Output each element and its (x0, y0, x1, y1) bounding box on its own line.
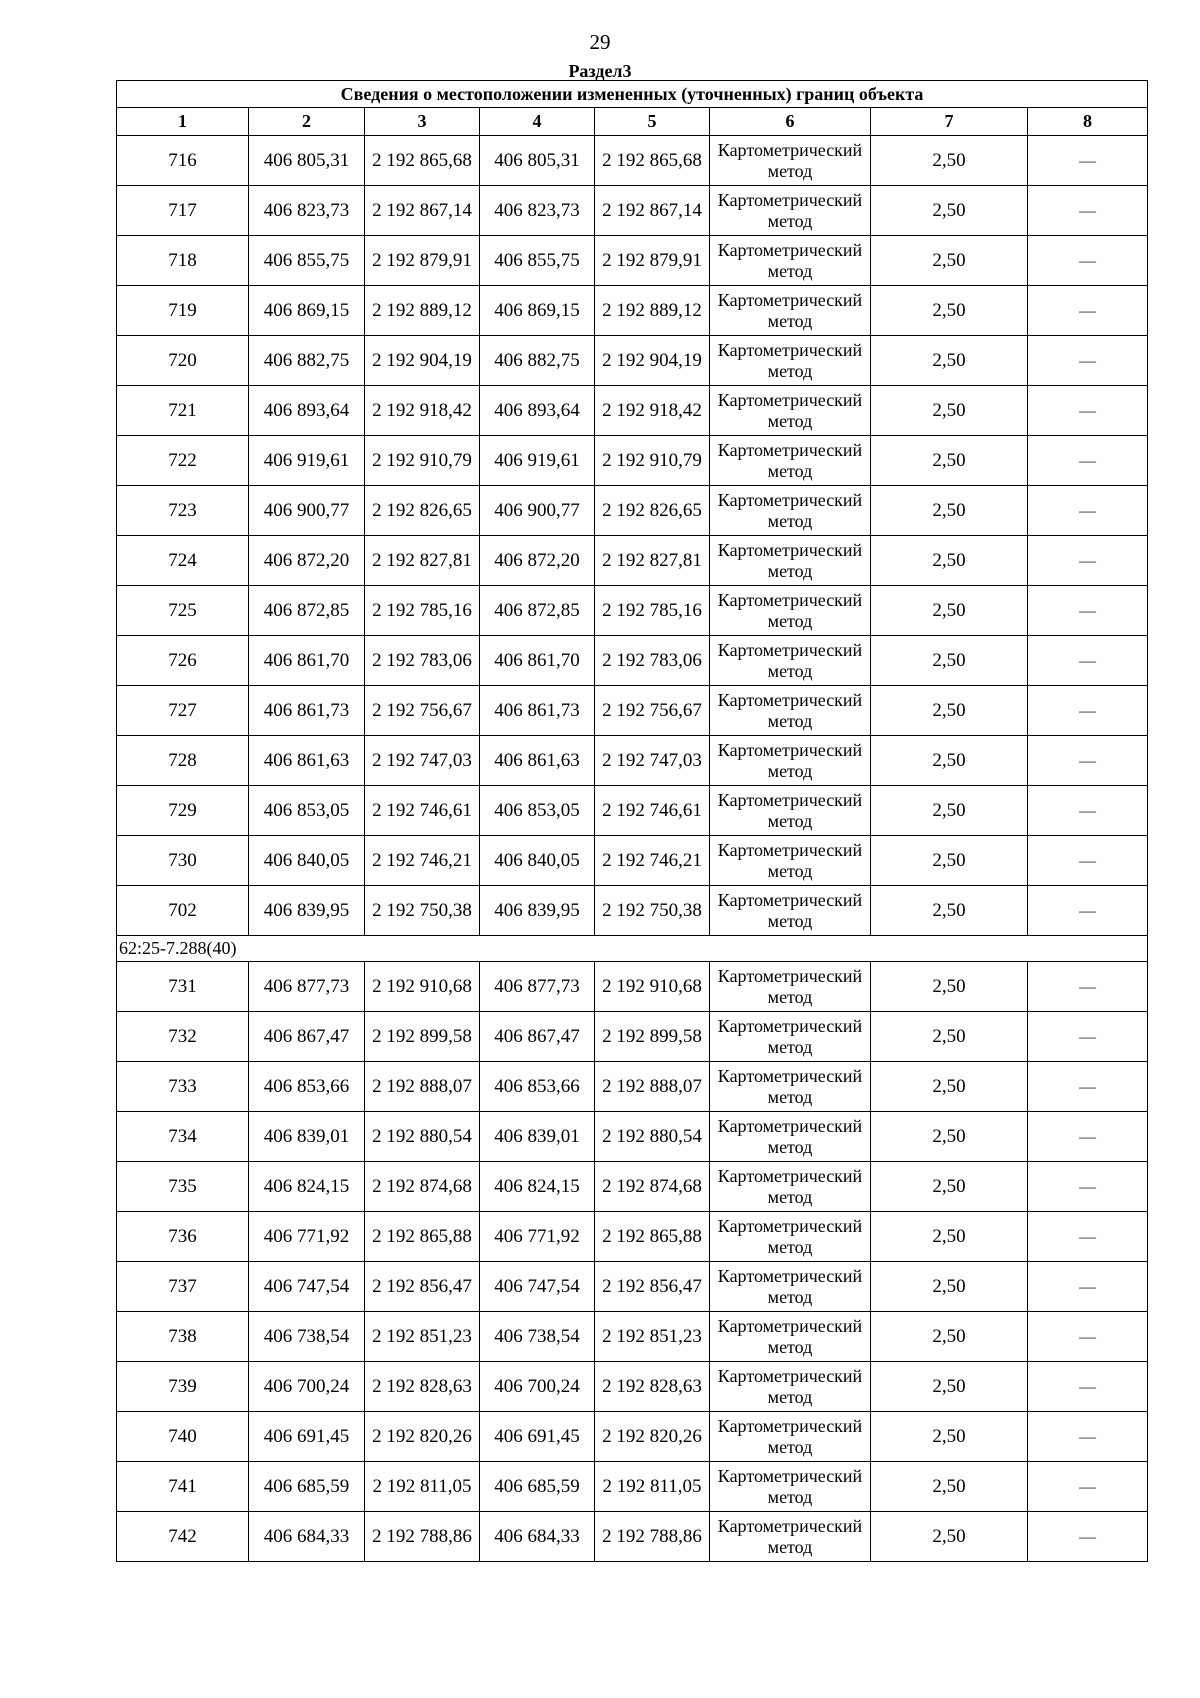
point-number-cell: 733 (117, 1062, 249, 1112)
old-y-cell: 2 192 888,07 (365, 1062, 480, 1112)
new-y-cell: 2 192 826,65 (595, 486, 710, 536)
old-x-cell: 406 900,77 (249, 486, 365, 536)
method-cell: Картометрический метод (710, 962, 871, 1012)
description-cell: — (1028, 1462, 1148, 1512)
new-x-cell: 406 840,05 (480, 836, 595, 886)
table-row (117, 336, 1148, 386)
new-y-cell: 2 192 865,68 (595, 136, 710, 186)
old-y-cell: 2 192 918,42 (365, 386, 480, 436)
old-y-cell: 2 192 904,19 (365, 336, 480, 386)
description-cell: — (1028, 736, 1148, 786)
old-y-cell: 2 192 820,26 (365, 1412, 480, 1462)
accuracy-cell: 2,50 (871, 1062, 1028, 1112)
new-y-cell: 2 192 756,67 (595, 686, 710, 736)
accuracy-cell: 2,50 (871, 786, 1028, 836)
method-cell: Картометрический метод (710, 486, 871, 536)
table-row (117, 1462, 1148, 1512)
method-cell: Картометрический метод (710, 1312, 871, 1362)
new-x-cell: 406 685,59 (480, 1462, 595, 1512)
accuracy-cell: 2,50 (871, 686, 1028, 736)
method-cell: Картометрический метод (710, 1062, 871, 1112)
new-x-cell: 406 747,54 (480, 1262, 595, 1312)
new-y-cell: 2 192 747,03 (595, 736, 710, 786)
accuracy-cell: 2,50 (871, 1412, 1028, 1462)
method-cell: Картометрический метод (710, 886, 871, 936)
description-cell: — (1028, 636, 1148, 686)
old-y-cell: 2 192 783,06 (365, 636, 480, 686)
new-x-cell: 406 872,85 (480, 586, 595, 636)
old-x-cell: 406 872,20 (249, 536, 365, 586)
table-row (117, 962, 1148, 1012)
old-y-cell: 2 192 865,88 (365, 1212, 480, 1262)
old-y-cell: 2 192 750,38 (365, 886, 480, 936)
table-row (117, 686, 1148, 736)
method-cell: Картометрический метод (710, 436, 871, 486)
old-x-cell: 406 839,01 (249, 1112, 365, 1162)
new-x-cell: 406 853,05 (480, 786, 595, 836)
old-x-cell: 406 867,47 (249, 1012, 365, 1062)
new-y-cell: 2 192 828,63 (595, 1362, 710, 1412)
new-x-cell: 406 691,45 (480, 1412, 595, 1462)
method-cell: Картометрический метод (710, 836, 871, 886)
table-row (117, 1162, 1148, 1212)
old-y-cell: 2 192 880,54 (365, 1112, 480, 1162)
old-x-cell: 406 861,70 (249, 636, 365, 686)
old-y-cell: 2 192 756,67 (365, 686, 480, 736)
accuracy-cell: 2,50 (871, 336, 1028, 386)
method-cell: Картометрический метод (710, 686, 871, 736)
description-cell: — (1028, 1262, 1148, 1312)
old-x-cell: 406 855,75 (249, 236, 365, 286)
old-x-cell: 406 853,05 (249, 786, 365, 836)
description-cell: — (1028, 436, 1148, 486)
old-x-cell: 406 685,59 (249, 1462, 365, 1512)
method-cell: Картометрический метод (710, 1262, 871, 1312)
table-row (117, 1412, 1148, 1462)
accuracy-cell: 2,50 (871, 1212, 1028, 1262)
old-y-cell: 2 192 879,91 (365, 236, 480, 286)
point-number-cell: 728 (117, 736, 249, 786)
accuracy-cell: 2,50 (871, 962, 1028, 1012)
table-row (117, 486, 1148, 536)
description-cell: — (1028, 286, 1148, 336)
description-cell: — (1028, 786, 1148, 836)
accuracy-cell: 2,50 (871, 436, 1028, 486)
table-body-group-a (117, 136, 1148, 936)
method-cell: Картометрический метод (710, 1162, 871, 1212)
description-cell: — (1028, 1362, 1148, 1412)
accuracy-cell: 2,50 (871, 886, 1028, 936)
old-x-cell: 406 861,73 (249, 686, 365, 736)
point-number-cell: 726 (117, 636, 249, 686)
description-cell: — (1028, 586, 1148, 636)
accuracy-cell: 2,50 (871, 1312, 1028, 1362)
accuracy-cell: 2,50 (871, 1112, 1028, 1162)
section-title: Раздел3 (568, 61, 632, 81)
new-x-cell: 406 823,73 (480, 186, 595, 236)
new-y-cell: 2 192 856,47 (595, 1262, 710, 1312)
old-x-cell: 406 919,61 (249, 436, 365, 486)
table-row (117, 1112, 1148, 1162)
table-row (117, 286, 1148, 336)
description-cell: — (1028, 236, 1148, 286)
old-y-cell: 2 192 867,14 (365, 186, 480, 236)
new-y-cell: 2 192 746,61 (595, 786, 710, 836)
point-number-cell: 731 (117, 962, 249, 1012)
new-x-cell: 406 867,47 (480, 1012, 595, 1062)
old-x-cell: 406 893,64 (249, 386, 365, 436)
accuracy-cell: 2,50 (871, 1162, 1028, 1212)
table-caption: Сведения о местоположении измененных (уточненных) границ объекта (117, 81, 1148, 108)
point-number-cell: 719 (117, 286, 249, 336)
method-cell: Картометрический метод (710, 236, 871, 286)
old-x-cell: 406 877,73 (249, 962, 365, 1012)
old-y-cell: 2 192 811,05 (365, 1462, 480, 1512)
old-y-cell: 2 192 747,03 (365, 736, 480, 786)
column-number: 2 (249, 108, 365, 136)
point-number-cell: 721 (117, 386, 249, 436)
table-row (117, 586, 1148, 636)
point-number-cell: 722 (117, 436, 249, 486)
point-number-cell: 736 (117, 1212, 249, 1262)
description-cell: — (1028, 1112, 1148, 1162)
new-x-cell: 406 900,77 (480, 486, 595, 536)
point-number-cell: 737 (117, 1262, 249, 1312)
method-cell: Картометрический метод (710, 386, 871, 436)
new-x-cell: 406 853,66 (480, 1062, 595, 1112)
new-x-cell: 406 805,31 (480, 136, 595, 186)
old-y-cell: 2 192 746,21 (365, 836, 480, 886)
old-x-cell: 406 882,75 (249, 336, 365, 386)
method-cell: Картометрический метод (710, 1212, 871, 1262)
old-x-cell: 406 771,92 (249, 1212, 365, 1262)
description-cell: — (1028, 1412, 1148, 1462)
new-x-cell: 406 700,24 (480, 1362, 595, 1412)
new-y-cell: 2 192 904,19 (595, 336, 710, 386)
new-y-cell: 2 192 750,38 (595, 886, 710, 936)
new-y-cell: 2 192 783,06 (595, 636, 710, 686)
accuracy-cell: 2,50 (871, 736, 1028, 786)
method-cell: Картометрический метод (710, 1362, 871, 1412)
old-y-cell: 2 192 874,68 (365, 1162, 480, 1212)
table-row (117, 1062, 1148, 1112)
new-x-cell: 406 872,20 (480, 536, 595, 586)
new-x-cell: 406 839,01 (480, 1112, 595, 1162)
method-cell: Картометрический метод (710, 1512, 871, 1562)
table-row (117, 136, 1148, 186)
accuracy-cell: 2,50 (871, 1012, 1028, 1062)
method-cell: Картометрический метод (710, 286, 871, 336)
new-y-cell: 2 192 899,58 (595, 1012, 710, 1062)
method-cell: Картометрический метод (710, 1412, 871, 1462)
group-row (117, 936, 1148, 962)
new-y-cell: 2 192 889,12 (595, 286, 710, 336)
old-y-cell: 2 192 788,86 (365, 1512, 480, 1562)
new-x-cell: 406 861,70 (480, 636, 595, 686)
old-x-cell: 406 869,15 (249, 286, 365, 336)
new-y-cell: 2 192 874,68 (595, 1162, 710, 1212)
table-row (117, 1262, 1148, 1312)
new-x-cell: 406 684,33 (480, 1512, 595, 1562)
accuracy-cell: 2,50 (871, 486, 1028, 536)
description-cell: — (1028, 836, 1148, 886)
old-y-cell: 2 192 746,61 (365, 786, 480, 836)
accuracy-cell: 2,50 (871, 136, 1028, 186)
old-y-cell: 2 192 828,63 (365, 1362, 480, 1412)
table-row (117, 1012, 1148, 1062)
table-body-group-b (117, 962, 1148, 1562)
old-y-cell: 2 192 899,58 (365, 1012, 480, 1062)
accuracy-cell: 2,50 (871, 586, 1028, 636)
accuracy-cell: 2,50 (871, 1262, 1028, 1312)
table-row (117, 186, 1148, 236)
new-x-cell: 406 861,63 (480, 736, 595, 786)
new-y-cell: 2 192 865,88 (595, 1212, 710, 1262)
table-row (117, 236, 1148, 286)
column-number: 3 (365, 108, 480, 136)
table-row (117, 1312, 1148, 1362)
point-number-cell: 730 (117, 836, 249, 886)
old-y-cell: 2 192 856,47 (365, 1262, 480, 1312)
old-y-cell: 2 192 865,68 (365, 136, 480, 186)
method-cell: Картометрический метод (710, 1012, 871, 1062)
new-y-cell: 2 192 811,05 (595, 1462, 710, 1512)
point-number-cell: 739 (117, 1362, 249, 1412)
accuracy-cell: 2,50 (871, 386, 1028, 436)
description-cell: — (1028, 136, 1148, 186)
new-y-cell: 2 192 851,23 (595, 1312, 710, 1362)
column-number: 7 (871, 108, 1028, 136)
table-row (117, 1212, 1148, 1262)
new-y-cell: 2 192 746,21 (595, 836, 710, 886)
new-y-cell: 2 192 888,07 (595, 1062, 710, 1112)
new-y-cell: 2 192 910,79 (595, 436, 710, 486)
method-cell: Картометрический метод (710, 536, 871, 586)
old-x-cell: 406 839,95 (249, 886, 365, 936)
new-y-cell: 2 192 867,14 (595, 186, 710, 236)
accuracy-cell: 2,50 (871, 1462, 1028, 1512)
new-y-cell: 2 192 827,81 (595, 536, 710, 586)
old-y-cell: 2 192 910,79 (365, 436, 480, 486)
new-x-cell: 406 839,95 (480, 886, 595, 936)
table-row (117, 536, 1148, 586)
old-x-cell: 406 738,54 (249, 1312, 365, 1362)
new-y-cell: 2 192 820,26 (595, 1412, 710, 1462)
description-cell: — (1028, 1162, 1148, 1212)
point-number-cell: 720 (117, 336, 249, 386)
old-y-cell: 2 192 889,12 (365, 286, 480, 336)
new-x-cell: 406 771,92 (480, 1212, 595, 1262)
description-cell: — (1028, 536, 1148, 586)
accuracy-cell: 2,50 (871, 536, 1028, 586)
point-number-cell: 732 (117, 1012, 249, 1062)
old-y-cell: 2 192 785,16 (365, 586, 480, 636)
accuracy-cell: 2,50 (871, 836, 1028, 886)
method-cell: Картометрический метод (710, 786, 871, 836)
table-row (117, 836, 1148, 886)
new-x-cell: 406 855,75 (480, 236, 595, 286)
point-number-cell: 724 (117, 536, 249, 586)
description-cell: — (1028, 386, 1148, 436)
method-cell: Картометрический метод (710, 586, 871, 636)
new-y-cell: 2 192 910,68 (595, 962, 710, 1012)
table-row (117, 886, 1148, 936)
old-x-cell: 406 691,45 (249, 1412, 365, 1462)
method-cell: Картометрический метод (710, 136, 871, 186)
old-x-cell: 406 861,63 (249, 736, 365, 786)
description-cell: — (1028, 686, 1148, 736)
point-number-cell: 716 (117, 136, 249, 186)
accuracy-cell: 2,50 (871, 1512, 1028, 1562)
point-number-cell: 735 (117, 1162, 249, 1212)
description-cell: — (1028, 1512, 1148, 1562)
method-cell: Картометрический метод (710, 736, 871, 786)
new-x-cell: 406 869,15 (480, 286, 595, 336)
new-y-cell: 2 192 880,54 (595, 1112, 710, 1162)
new-x-cell: 406 893,64 (480, 386, 595, 436)
table-row (117, 1512, 1148, 1562)
accuracy-cell: 2,50 (871, 236, 1028, 286)
table-row (117, 1362, 1148, 1412)
old-x-cell: 406 700,24 (249, 1362, 365, 1412)
column-number: 8 (1028, 108, 1148, 136)
description-cell: — (1028, 186, 1148, 236)
point-number-cell: 718 (117, 236, 249, 286)
old-y-cell: 2 192 827,81 (365, 536, 480, 586)
column-number: 1 (117, 108, 249, 136)
description-cell: — (1028, 962, 1148, 1012)
old-y-cell: 2 192 826,65 (365, 486, 480, 536)
new-x-cell: 406 877,73 (480, 962, 595, 1012)
accuracy-cell: 2,50 (871, 1362, 1028, 1412)
description-cell: — (1028, 1312, 1148, 1362)
table-row (117, 386, 1148, 436)
point-number-cell: 725 (117, 586, 249, 636)
method-cell: Картометрический метод (710, 1462, 871, 1512)
new-y-cell: 2 192 785,16 (595, 586, 710, 636)
old-x-cell: 406 684,33 (249, 1512, 365, 1562)
old-x-cell: 406 805,31 (249, 136, 365, 186)
description-cell: — (1028, 886, 1148, 936)
new-x-cell: 406 882,75 (480, 336, 595, 386)
method-cell: Картометрический метод (710, 636, 871, 686)
old-x-cell: 406 872,85 (249, 586, 365, 636)
description-cell: — (1028, 1212, 1148, 1262)
point-number-cell: 734 (117, 1112, 249, 1162)
column-number: 4 (480, 108, 595, 136)
old-x-cell: 406 823,73 (249, 186, 365, 236)
table-row (117, 786, 1148, 836)
point-number-cell: 717 (117, 186, 249, 236)
old-x-cell: 406 853,66 (249, 1062, 365, 1112)
boundary-coordinates-table (116, 80, 1148, 1562)
point-number-cell: 727 (117, 686, 249, 736)
description-cell: — (1028, 486, 1148, 536)
description-cell: — (1028, 1012, 1148, 1062)
method-cell: Картометрический метод (710, 336, 871, 386)
old-x-cell: 406 824,15 (249, 1162, 365, 1212)
page-number: 29 (589, 30, 611, 54)
accuracy-cell: 2,50 (871, 286, 1028, 336)
old-x-cell: 406 747,54 (249, 1262, 365, 1312)
new-y-cell: 2 192 918,42 (595, 386, 710, 436)
description-cell: — (1028, 1062, 1148, 1112)
new-y-cell: 2 192 879,91 (595, 236, 710, 286)
point-number-cell: 729 (117, 786, 249, 836)
point-number-cell: 702 (117, 886, 249, 936)
old-x-cell: 406 840,05 (249, 836, 365, 886)
table-row (117, 736, 1148, 786)
description-cell: — (1028, 336, 1148, 386)
new-x-cell: 406 824,15 (480, 1162, 595, 1212)
new-x-cell: 406 738,54 (480, 1312, 595, 1362)
column-number: 6 (710, 108, 871, 136)
old-y-cell: 2 192 910,68 (365, 962, 480, 1012)
point-number-cell: 740 (117, 1412, 249, 1462)
point-number-cell: 742 (117, 1512, 249, 1562)
point-number-cell: 738 (117, 1312, 249, 1362)
point-number-cell: 741 (117, 1462, 249, 1512)
table-row (117, 436, 1148, 486)
new-y-cell: 2 192 788,86 (595, 1512, 710, 1562)
point-number-cell: 723 (117, 486, 249, 536)
table-row (117, 636, 1148, 686)
new-x-cell: 406 861,73 (480, 686, 595, 736)
accuracy-cell: 2,50 (871, 636, 1028, 686)
accuracy-cell: 2,50 (871, 186, 1028, 236)
method-cell: Картометрический метод (710, 1112, 871, 1162)
method-cell: Картометрический метод (710, 186, 871, 236)
group-label: 62:25-7.288(40) (117, 936, 1148, 962)
column-number-row (117, 108, 1148, 136)
new-x-cell: 406 919,61 (480, 436, 595, 486)
old-y-cell: 2 192 851,23 (365, 1312, 480, 1362)
column-number: 5 (595, 108, 710, 136)
